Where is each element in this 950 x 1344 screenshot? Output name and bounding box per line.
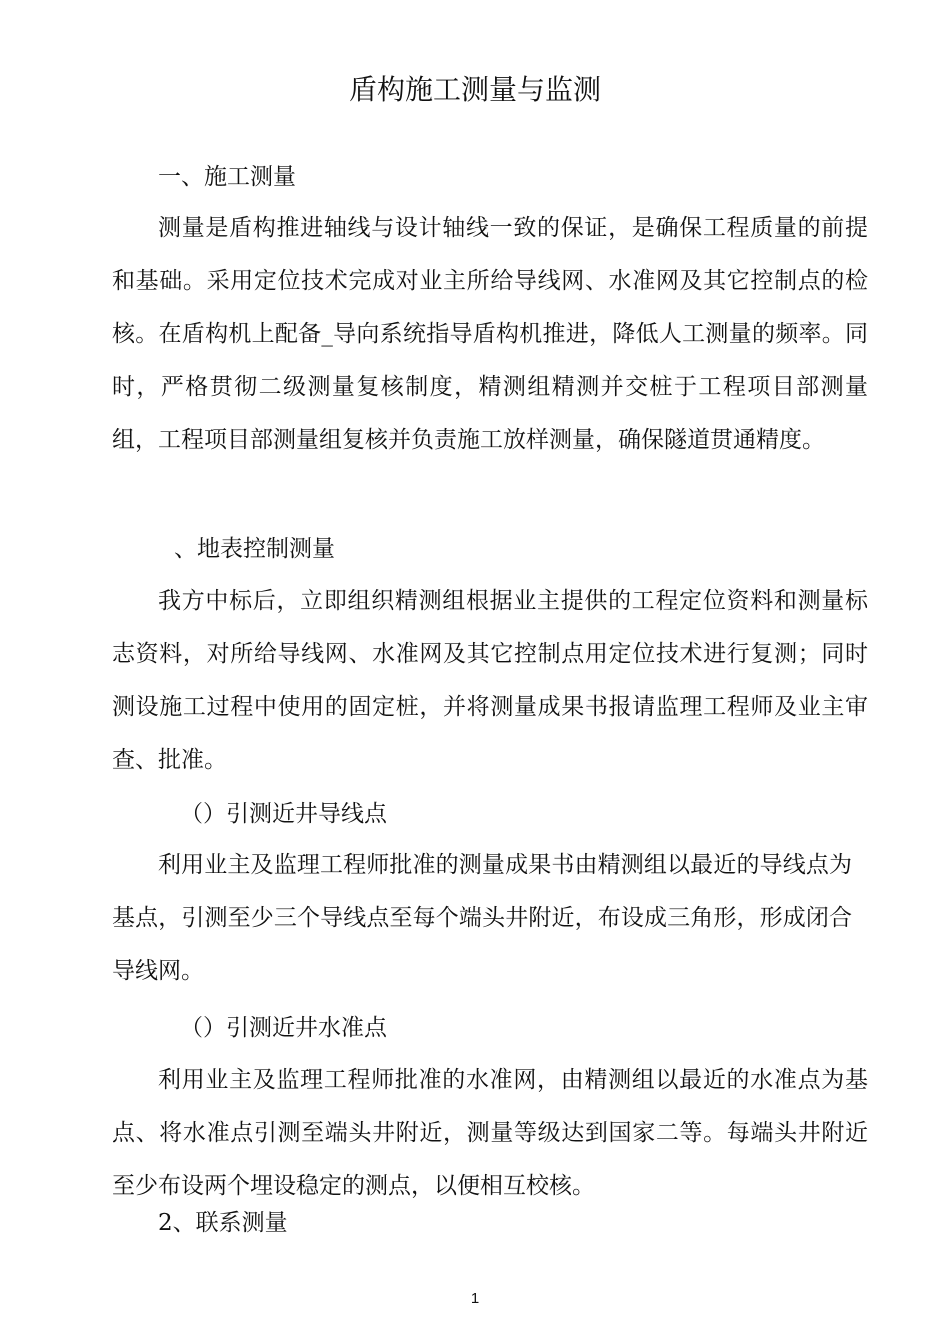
subsection-heading-surface-control: 、地表控制测量: [174, 536, 335, 562]
paragraph-survey-intro: 测量是盾构推进轴线与设计轴线一致的保证，是确保工程质量的前提和基础。采用定位技术完成对业主所给导线网、水准网及其它控制点的检核。在盾构机上配备_导向系统指导盾构机推进，降低人工测量的频率。同时，严格贯彻二级测量复核制度，精测组精测并交桩于工程项目部测量组，工程项目部测量组复核并负责施工放样测量，确保隧道贯通精度。: [112, 215, 868, 453]
item-heading-benchmark-point: （）引测近井水准点: [180, 1015, 387, 1041]
paragraph-traverse-point: 利用业主及监理工程师批准的测量成果书由精测组以最近的导线点为基点，引测至少三个导线点至每个端头井附近，布设成三角形，形成闭合导线网。: [112, 852, 852, 984]
section-heading-connection-survey: 2、联系测量: [158, 1210, 288, 1236]
page-number: 1: [470, 1290, 480, 1307]
section-heading-construction-survey: 一、施工测量: [158, 164, 296, 190]
item-heading-traverse-point: （）引测近井导线点: [180, 801, 387, 827]
paragraph-benchmark-point: 利用业主及监理工程师批准的水准网，由精测组以最近的水准点为基点、将水准点引测至端头井附近，测量等级达到国家二等。每端头井附近至少布设两个埋设稳定的测点，以便相互校核。: [112, 1067, 868, 1199]
document-title: 盾构施工测量与监测: [348, 73, 601, 106]
paragraph-surface-control: 我方中标后，立即组织精测组根据业主提供的工程定位资料和测量标志资料，对所给导线网、水准网及其它控制点用定位技术进行复测；同时测设施工过程中使用的固定桩，并将测量成果书报请监理工程师及业主审查、批准。: [112, 588, 868, 773]
